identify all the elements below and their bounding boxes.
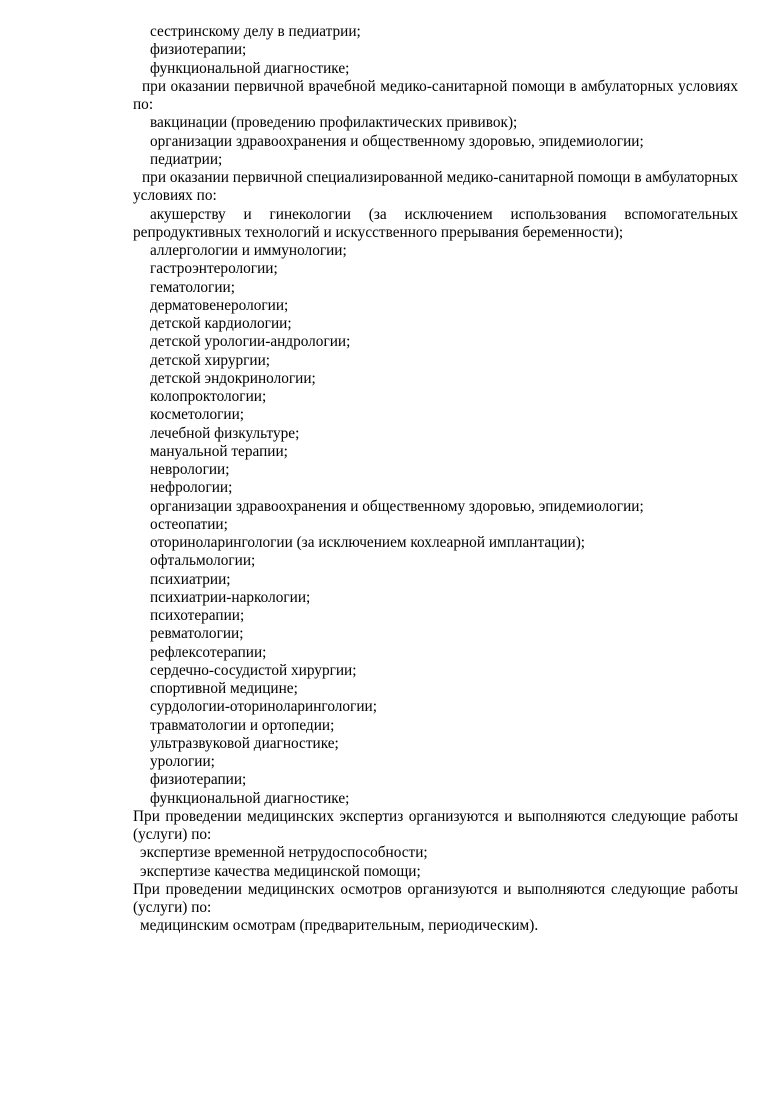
list-item: детской кардиологии;	[150, 315, 292, 332]
list-item: ревматологии;	[150, 625, 244, 643]
list-item: урологии;	[150, 753, 215, 770]
list-item: сердечно-сосудистой хирургии;	[150, 661, 357, 679]
list-item: функциональной диагностике;	[150, 59, 350, 77]
paragraph-medical-expertise: При проведении медицинских экспертиз организуются и выполняются следующие работы (услуги) по:	[133, 807, 738, 843]
paragraph-primary-specialized-care: при оказании первичной специализированной медико-санитарной помощи в амбулаторных условиях по:	[133, 169, 738, 205]
list-item: оториноларингологии (за исключением кохлеарной имплантации);	[150, 534, 586, 551]
list-item: мануальной терапии;	[150, 442, 288, 460]
list-item: гематологии;	[150, 278, 235, 296]
list-item: психиатрии-наркологии;	[150, 588, 311, 606]
list-block-primary-doctor	[133, 114, 738, 169]
list-item: сурдологии-оториноларингологии;	[150, 698, 377, 716]
list-item: детской урологии-андрологии;	[150, 333, 351, 351]
list-block-expertise	[133, 844, 738, 881]
list-item: аллергологии и иммунологии;	[150, 242, 347, 259]
list-item: экспертизе временной нетрудоспособности;	[140, 844, 428, 862]
list-item: психиатрии;	[150, 570, 231, 588]
list-item: рефлексотерапии;	[150, 643, 267, 661]
list-item: физиотерапии;	[150, 41, 247, 59]
list-item: вакцинации (проведению профилактических прививок);	[150, 114, 518, 132]
list-item: детской эндокринологии;	[150, 369, 316, 387]
list-item: психотерапии;	[150, 607, 245, 624]
list-item: нефрологии;	[150, 479, 233, 497]
list-item: педиатрии;	[150, 150, 223, 168]
list-block-nursing	[133, 23, 738, 78]
paragraph-primary-doctor-care: при оказании первичной врачебной медико-санитарной помощи в амбулаторных условиях по:	[133, 77, 738, 113]
list-item: гастроэнтерологии;	[150, 260, 278, 278]
list-item: детской хирургии;	[150, 351, 271, 369]
list-item: ультразвуковой диагностике;	[150, 734, 339, 752]
list-item: травматологии и ортопедии;	[150, 716, 335, 734]
list-item: колопроктологии;	[150, 388, 267, 405]
list-item: организации здравоохранения и общественному здоровью, эпидемиологии;	[150, 497, 644, 515]
list-item: дерматовенерологии;	[150, 296, 289, 314]
paragraph-medical-examinations: При проведении медицинских осмотров организуются и выполняются следующие работы (услуги) по:	[133, 880, 738, 916]
list-block-specialized	[133, 242, 738, 808]
document-page	[133, 23, 738, 936]
list-item: спортивной медицине;	[150, 680, 298, 697]
paragraph-obstetrics: акушерству и гинекологии (за исключением использования вспомогательных репродуктивных технологий и искусственного прерывания беременности);	[133, 205, 738, 241]
list-item: косметологии;	[150, 406, 245, 424]
list-item: организации здравоохранения и общественному здоровью, эпидемиологии;	[150, 132, 644, 150]
list-item: остеопатии;	[150, 515, 228, 533]
list-item: сестринскому делу в педиатрии;	[150, 23, 361, 40]
list-item: медицинским осмотрам (предварительным, периодическим).	[140, 917, 539, 935]
list-item: лечебной физкультуре;	[150, 424, 300, 442]
list-item: офтальмологии;	[150, 552, 256, 570]
list-block-examinations	[133, 917, 738, 935]
list-item: экспертизе качества медицинской помощи;	[140, 862, 421, 880]
list-item: физиотерапии;	[150, 771, 247, 789]
list-item: неврологии;	[150, 461, 230, 478]
list-item: функциональной диагностике;	[150, 789, 350, 807]
